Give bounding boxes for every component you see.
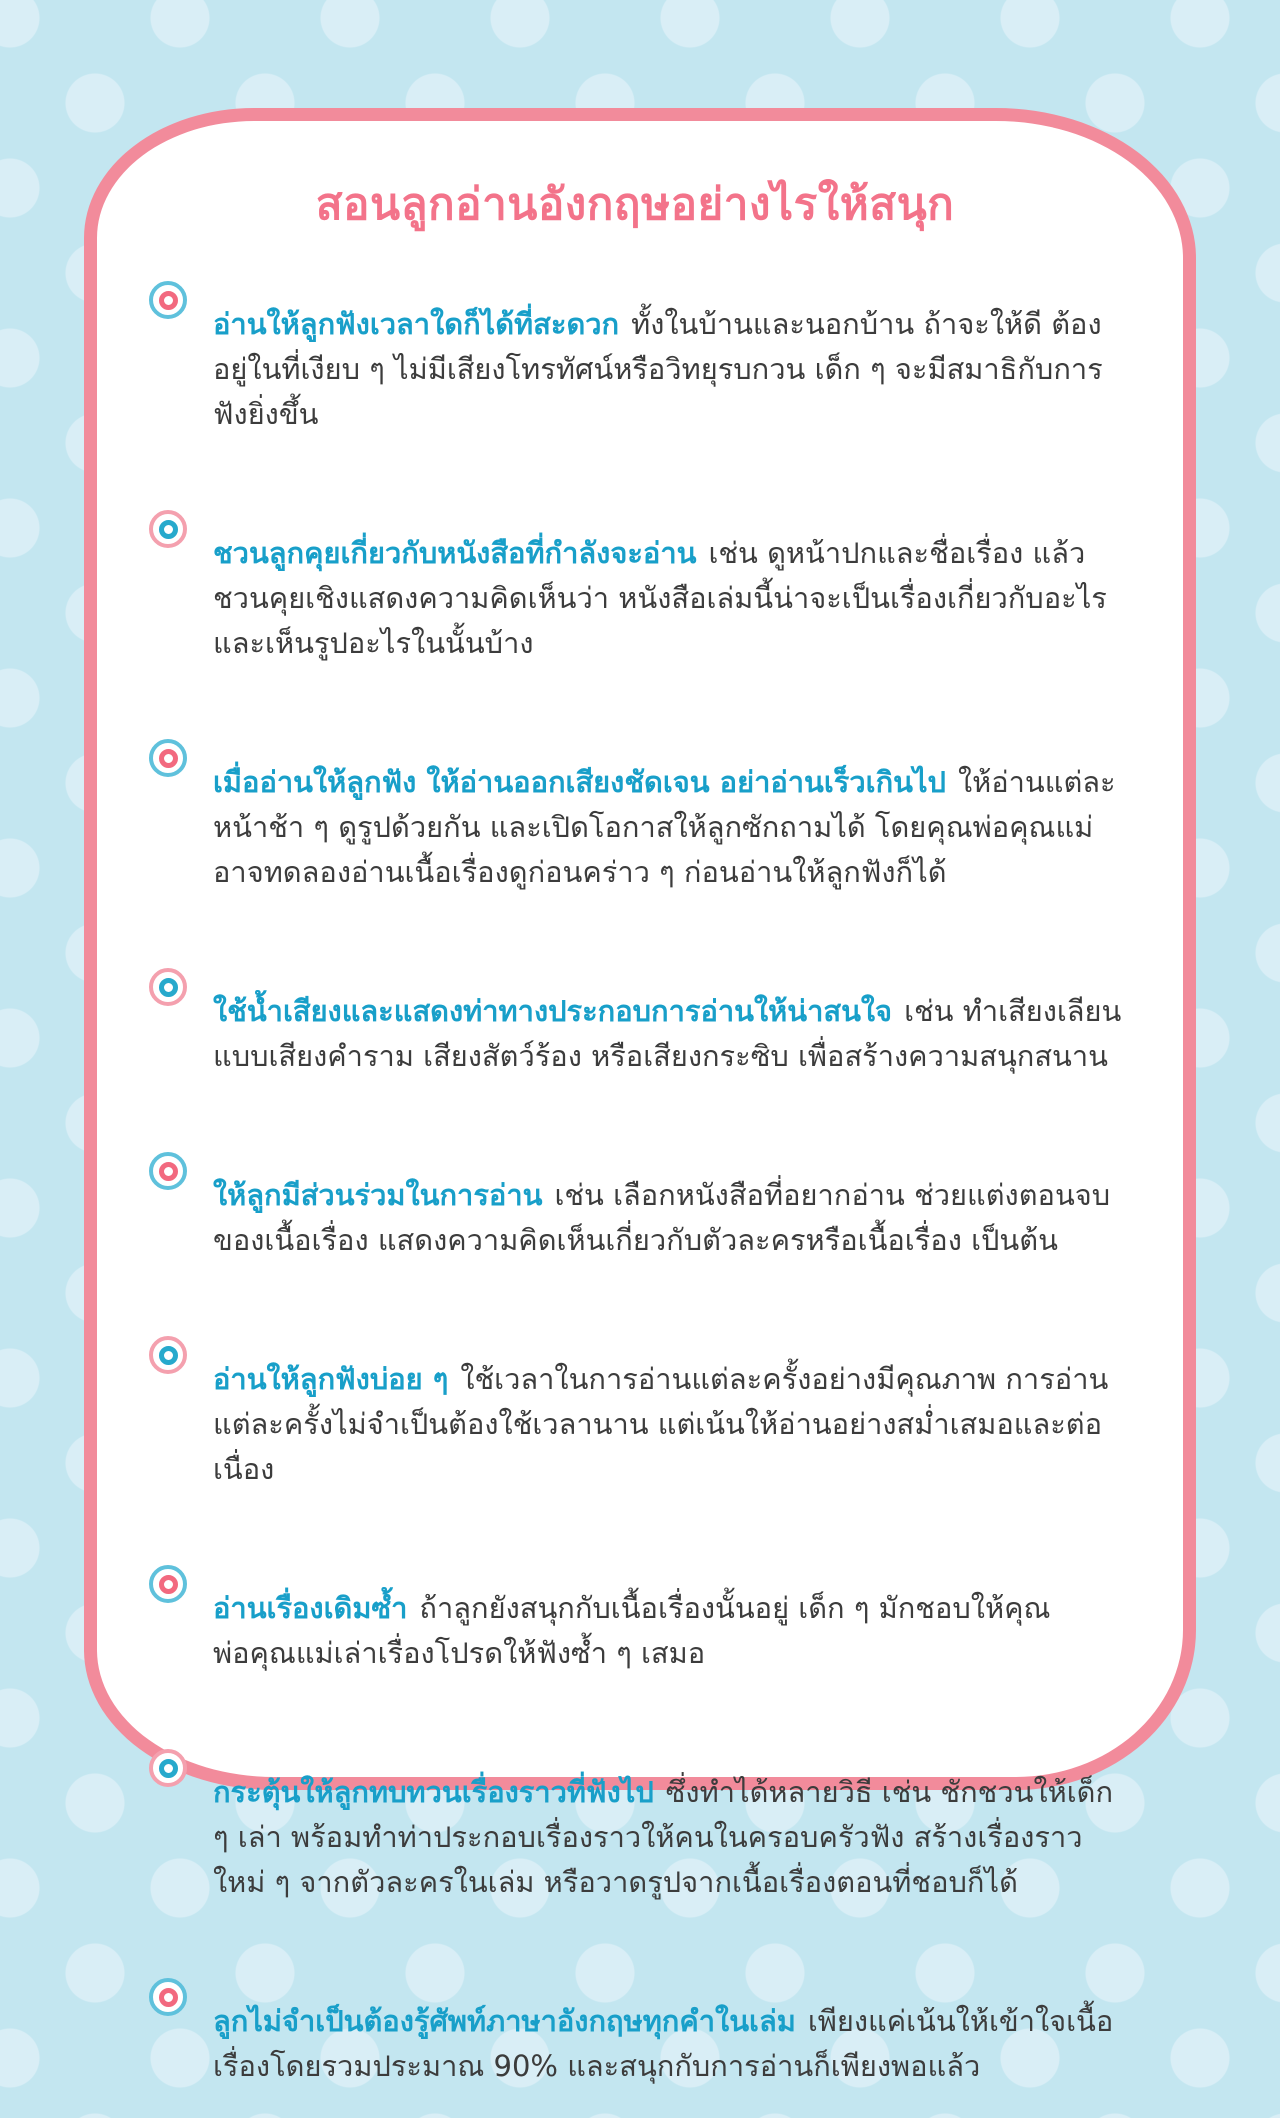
- target-rings-icon: [149, 1565, 187, 1603]
- tip-text: [213, 989, 1125, 1079]
- list-item: [145, 273, 1125, 466]
- tips-list: [145, 273, 1125, 2118]
- tip-heading: ลูกไม่จำเป็นต้องรู้ศัพท์ภาษาอังกฤษทุกคำในเล่ม: [213, 2004, 796, 2038]
- target-rings-icon: [149, 1336, 187, 1374]
- list-item: [145, 1741, 1125, 1934]
- tip-body: เช่น เลือกหนังสือที่อยากอ่าน ช่วยแต่งตอนจบของเนื้อเรื่อง แสดงความคิดเห็นเกี่ยวกับตัวละครหรือเนื้อเรื่อง เป็นต้น: [213, 1178, 1111, 1257]
- inner-ring-icon: [159, 978, 178, 997]
- tip-body: เช่น ดูหน้าปกและชื่อเรื่อง แล้วชวนคุยเชิงแสดงความคิดเห็นว่า หนังสือเล่มนี้น่าจะเป็นเรื่องเกี่ยวกับอะไร และเห็นรูปอะไรในนั้นบ้าง: [213, 536, 1107, 660]
- tip-text: [213, 1586, 1125, 1676]
- tip-heading: อ่านให้ลูกฟังเวลาใดก็ได้ที่สะดวก: [213, 307, 620, 341]
- list-item: [145, 1144, 1125, 1292]
- tips-card: [84, 108, 1196, 2083]
- list-item: [145, 1557, 1125, 1705]
- inner-ring-icon: [159, 1759, 178, 1778]
- inner-ring-icon: [159, 1346, 178, 1365]
- list-item: [145, 960, 1125, 1108]
- target-rings-icon: [149, 968, 187, 1006]
- target-rings-icon: [149, 739, 187, 777]
- list-item: [145, 731, 1125, 924]
- list-item: [145, 1970, 1125, 2118]
- inner-ring-icon: [159, 1988, 178, 2007]
- tip-body: เพียงแค่เน้นให้เข้าใจเนื้อเรื่องโดยรวมประมาณ 90% และสนุกกับการอ่านก็เพียงพอแล้ว: [213, 2004, 1114, 2083]
- tip-heading: อ่านให้ลูกฟังบ่อย ๆ: [213, 1362, 449, 1396]
- target-rings-icon: [149, 1749, 187, 1787]
- tip-text: [213, 1173, 1125, 1263]
- tip-body: ทั้งในบ้านและนอกบ้าน ถ้าจะให้ดี ต้องอยู่ในที่เงียบ ๆ ไม่มีเสียงโทรทัศน์หรือวิทยุรบกวน เด็ก ๆ จะมีสมาธิกับการฟังยิ่งขึ้น: [213, 307, 1103, 431]
- tip-body: เช่น ทำเสียงเลียนแบบเสียงคำราม เสียงสัตว์ร้อง หรือเสียงกระซิบ เพื่อสร้างความสนุกสนาน: [213, 994, 1122, 1073]
- tip-text: [213, 302, 1125, 437]
- tip-text: [213, 531, 1125, 666]
- tip-text: [213, 760, 1125, 895]
- tip-heading: ให้ลูกมีส่วนร่วมในการอ่าน: [213, 1178, 543, 1212]
- inner-ring-icon: [159, 1575, 178, 1594]
- tip-text: [213, 1357, 1125, 1492]
- page-title: สอนลูกอ่านอังกฤษอย่างไรให้สนุก: [315, 179, 955, 230]
- inner-ring-icon: [159, 520, 178, 539]
- inner-ring-icon: [159, 1162, 178, 1181]
- tip-heading: อ่านเรื่องเดิมซ้ำ: [213, 1591, 408, 1625]
- tip-body: ซึ่งทำได้หลายวิธี เช่น ชักชวนให้เด็ก ๆ เล่า พร้อมทำท่าประกอบเรื่องราวให้คนในครอบครัวฟัง สร้างเรื่องราวใหม่ ๆ จากตัวละครในเล่ม หรือวาดรูปจากเนื้อเรื่องตอนที่ชอบก็ได้: [213, 1775, 1114, 1899]
- target-rings-icon: [149, 281, 187, 319]
- tip-text: [213, 1770, 1125, 1905]
- tip-body: ใช้เวลาในการอ่านแต่ละครั้งอย่างมีคุณภาพ การอ่านแต่ละครั้งไม่จำเป็นต้องใช้เวลานาน แต่เน้นให้อ่านอย่างสม่ำเสมอและต่อเนื่อง: [213, 1362, 1109, 1486]
- target-rings-icon: [149, 510, 187, 548]
- tip-heading: ชวนลูกคุยเกี่ยวกับหนังสือที่กำลังจะอ่าน: [213, 536, 697, 570]
- inner-ring-icon: [159, 749, 178, 768]
- list-item: [145, 502, 1125, 695]
- target-rings-icon: [149, 1978, 187, 2016]
- tip-heading: กระตุ้นให้ลูกทบทวนเรื่องราวที่ฟังไป: [213, 1775, 654, 1809]
- tip-text: [213, 1999, 1125, 2089]
- tip-heading: ใช้น้ำเสียงและแสดงท่าทางประกอบการอ่านให้น่าสนใจ: [213, 994, 893, 1028]
- inner-ring-icon: [159, 291, 178, 310]
- tip-body: ถ้าลูกยังสนุกกับเนื้อเรื่องนั้นอยู่ เด็ก ๆ มักชอบให้คุณพ่อคุณแม่เล่าเรื่องโปรดให้ฟังซ้ำ ๆ เสมอ: [213, 1591, 1051, 1670]
- tip-body: ให้อ่านแต่ละหน้าช้า ๆ ดูรูปด้วยกัน และเปิดโอกาสให้ลูกซักถามได้ โดยคุณพ่อคุณแม่อาจทดลองอ่านเนื้อเรื่องดูก่อนคร่าว ๆ ก่อนอ่านให้ลูกฟังก็ได้: [213, 765, 1116, 889]
- target-rings-icon: [149, 1152, 187, 1190]
- tip-heading: เมื่ออ่านให้ลูกฟัง ให้อ่านออกเสียงชัดเจน อย่าอ่านเร็วเกินไป: [213, 765, 946, 799]
- list-item: [145, 1328, 1125, 1521]
